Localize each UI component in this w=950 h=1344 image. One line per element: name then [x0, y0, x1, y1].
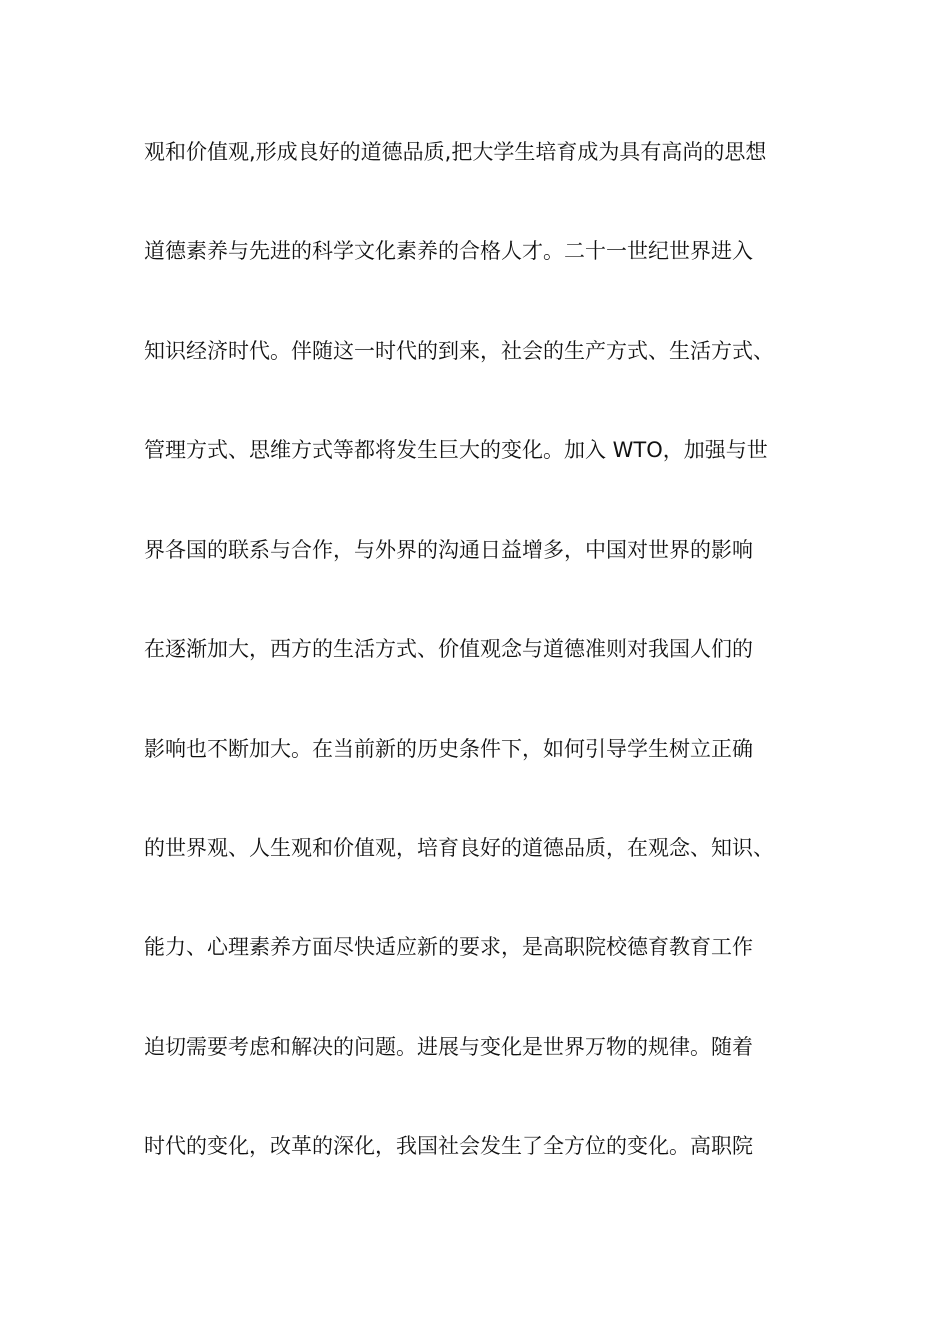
text-line-2: 道德素养与先进的科学文化素养的合格人才。二十一世纪世界进入 [144, 239, 753, 263]
text-line-4: 管理方式、思维方式等都将发生巨大的变化。加入 WTO，加强与世 [144, 438, 768, 462]
text-line-5: 界各国的联系与合作，与外界的沟通日益增多，中国对世界的影响 [144, 538, 753, 562]
text-line-8: 的世界观、人生观和价值观，培育良好的道德品质，在观念、知识、 [144, 836, 774, 860]
text-line-6: 在逐渐加大，西方的生活方式、价值观念与道德准则对我国人们的 [144, 637, 753, 661]
text-line-3: 知识经济时代。伴随这一时代的到来，社会的生产方式、生活方式、 [144, 339, 774, 363]
text-line-1: 观和价值观,形成良好的道德品质,把大学生培育成为具有高尚的思想 [144, 140, 767, 164]
text-line-11: 时代的变化，改革的深化，我国社会发生了全方位的变化。高职院 [144, 1134, 753, 1158]
text-line-9: 能力、心理素养方面尽快适应新的要求，是高职院校德育教育工作 [144, 935, 753, 959]
text-line-10: 迫切需要考虑和解决的问题。进展与变化是世界万物的规律。随着 [144, 1035, 753, 1059]
text-line-7: 影响也不断加大。在当前新的历史条件下，如何引导学生树立正确 [144, 737, 753, 761]
